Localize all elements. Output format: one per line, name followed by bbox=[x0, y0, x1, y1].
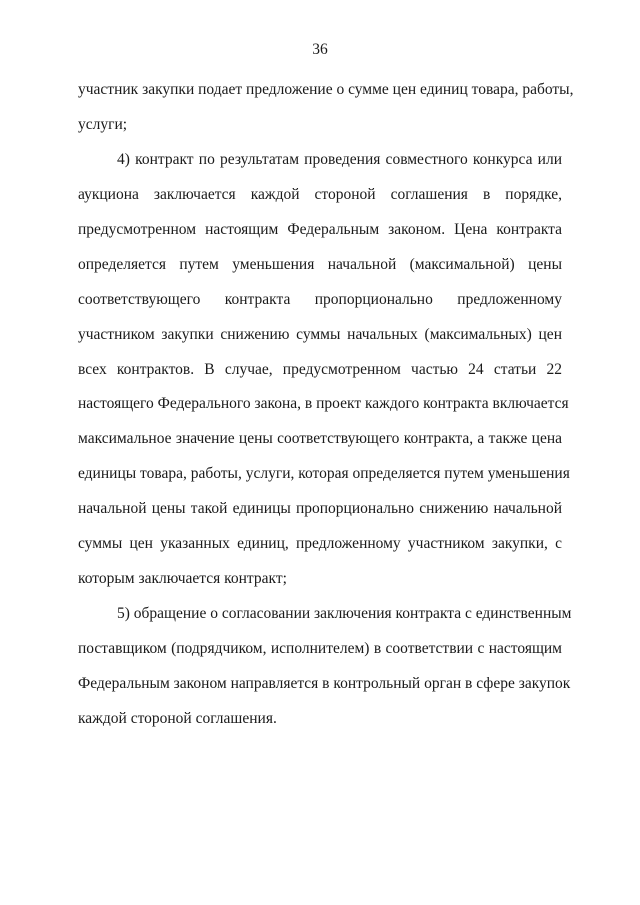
text-line: соответствующего контракта пропорционально предложенному bbox=[78, 291, 562, 308]
text-line: поставщиком (подрядчиком, исполнителем) в соответствии с настоящим bbox=[78, 640, 562, 657]
text-line: каждой стороной соглашения. bbox=[78, 710, 277, 727]
text-line: услуги; bbox=[78, 116, 128, 133]
text-line: максимальное значение цены соответствующего контракта, а также цена bbox=[78, 430, 562, 447]
text-line: предусмотренном настоящим Федеральным законом. Цена контракта bbox=[78, 221, 562, 238]
text-line: всех контрактов. В случае, предусмотренном частью 24 статьи 22 bbox=[78, 361, 562, 378]
text-line: участник закупки подает предложение о сумме цен единиц товара, работы, bbox=[78, 81, 574, 98]
text-line: определяется путем уменьшения начальной (максимальной) цены bbox=[78, 256, 562, 273]
text-line: суммы цен указанных единиц, предложенному участником закупки, с bbox=[78, 535, 562, 552]
text-line: Федеральным законом направляется в контрольный орган в сфере закупок bbox=[78, 675, 571, 692]
text-line: начальной цены такой единицы пропорционально снижению начальной bbox=[78, 500, 562, 517]
text-line: настоящего Федерального закона, в проект каждого контракта включается bbox=[78, 395, 569, 412]
paragraph-5-first-line: 5) обращение о согласовании заключения контракта с единственным bbox=[117, 605, 572, 622]
page-number: 36 bbox=[312, 41, 328, 58]
text-line: которым заключается контракт; bbox=[78, 570, 287, 587]
text-line: участником закупки снижению суммы начальных (максимальных) цен bbox=[78, 326, 562, 343]
text-line: аукциона заключается каждой стороной соглашения в порядке, bbox=[78, 186, 562, 203]
text-line: единицы товара, работы, услуги, которая определяется путем уменьшения bbox=[78, 465, 570, 482]
paragraph-4-first-line: 4) контракт по результатам проведения совместного конкурса или bbox=[117, 151, 562, 168]
